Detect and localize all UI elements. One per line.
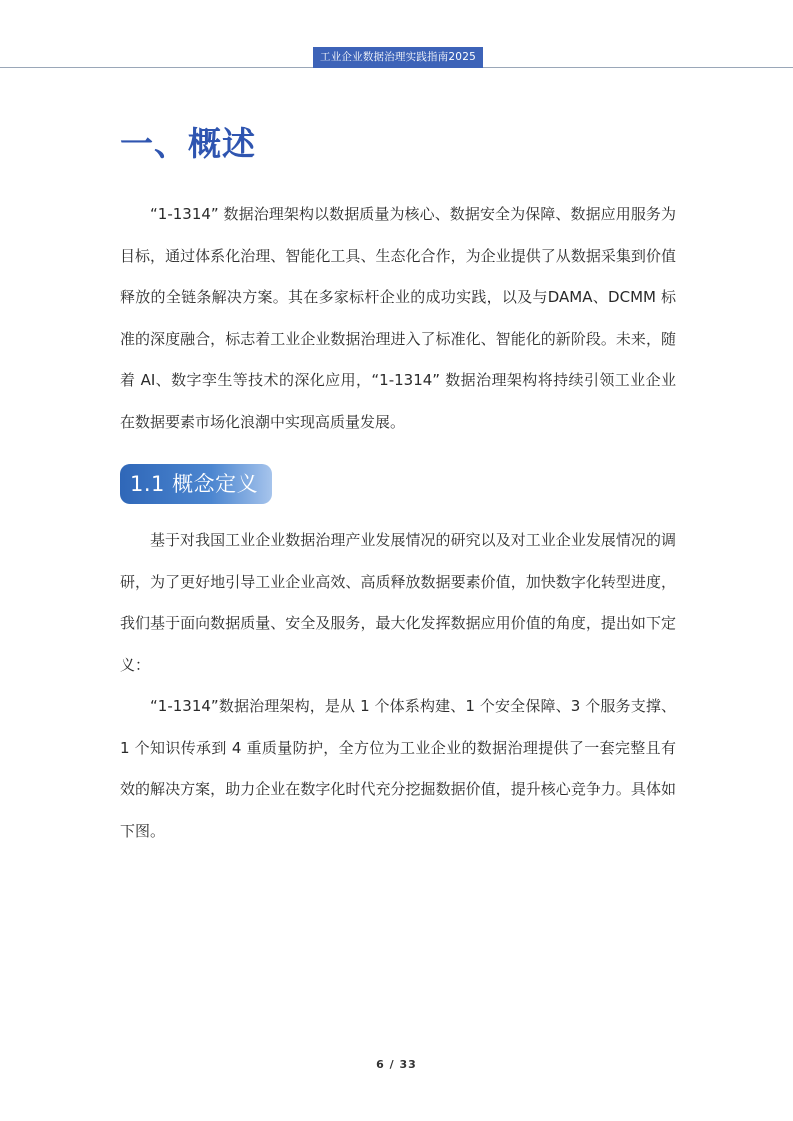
- header-document-title: 工业企业数据治理实践指南2025: [313, 47, 483, 68]
- chapter-title: 一、概述: [120, 124, 256, 163]
- definition-paragraph: “1-1314”数据治理架构，是从 1 个体系构建、1 个安全保障、3 个服务支撑、1 个知识传承到 4 重质量防护，全方位为工业企业的数据治理提供了一套完整且有效的解决方案，助力企业在数字化时代充分挖掘数据价值，提升核心竞争力。具体如下图。: [120, 697, 676, 840]
- page-number: 6 / 33: [376, 1058, 417, 1071]
- basis-paragraph: 基于对我国工业企业数据治理产业发展情况的研究以及对工业企业发展情况的调研，为了更好地引导工业企业高效、高质释放数据要素价值，加快数字化转型进度，我们基于面向数据质量、安全及服务，最大化发挥数据应用价值的角度，提出如下定义：: [120, 531, 676, 674]
- section-heading: 1.1 概念定义: [120, 464, 272, 504]
- intro-paragraph: “1-1314” 数据治理架构以数据质量为核心、数据安全为保障、数据应用服务为目标，通过体系化治理、智能化工具、生态化合作，为企业提供了从数据采集到价值释放的全链条解决方案。其在多家标杆企业的成功实践，以及与DAMA、DCMM 标准的深度融合，标志着工业企业数据治理进入了标准化、智能化的新阶段。未来，随着 AI、数字孪生等技术的深化应用，“1-1314” 数据治理架构将持续引领工业企业在数据要素市场化浪潮中实现高质量发展。: [120, 205, 676, 431]
